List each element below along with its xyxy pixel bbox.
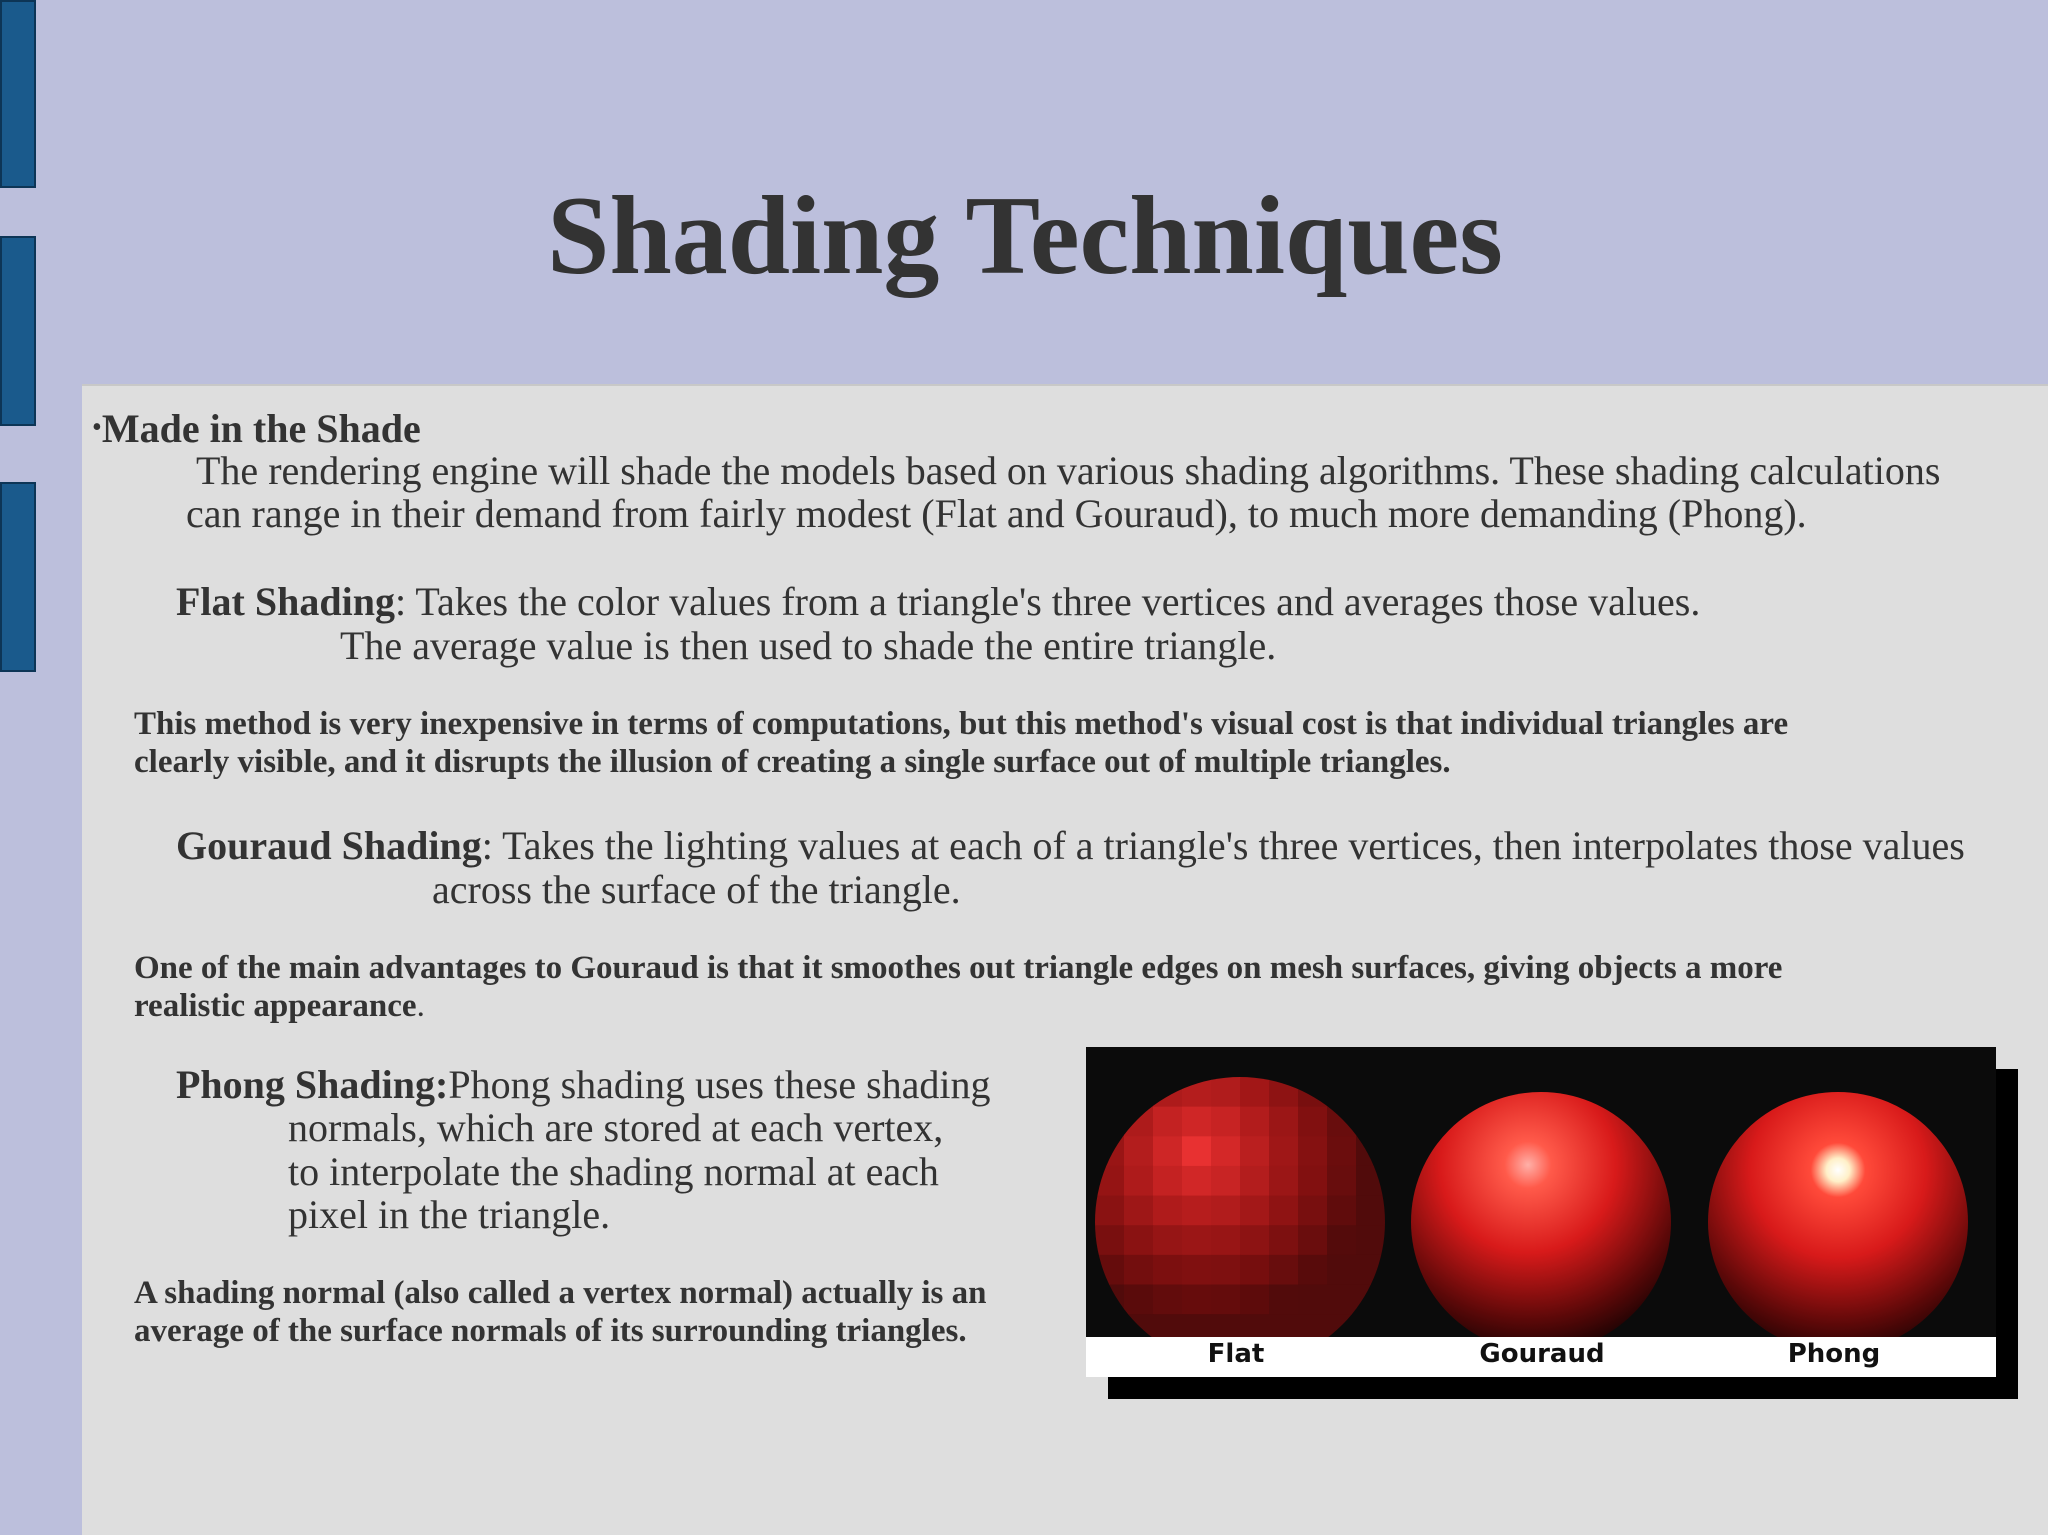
- flat-facet: [1327, 1077, 1357, 1107]
- flat-facet: [1153, 1136, 1183, 1166]
- flat-facet: [1182, 1285, 1212, 1315]
- flat-facet: [1269, 1196, 1299, 1226]
- flat-facet: [1124, 1136, 1154, 1166]
- flat-facet: [1240, 1285, 1270, 1315]
- side-tab-2: [0, 236, 36, 426]
- flat-facet: [1240, 1255, 1270, 1285]
- flat-facet: [1211, 1225, 1241, 1255]
- flat-facet: [1095, 1196, 1125, 1226]
- flat-facet: [1182, 1314, 1212, 1337]
- flat-facet: [1356, 1166, 1386, 1196]
- flat-facet: [1153, 1285, 1183, 1315]
- phong-line-3: to interpolate the shading normal at each: [288, 1149, 939, 1194]
- shading-comparison-figure: [1086, 1047, 2020, 1400]
- phong-line-1: [176, 1063, 991, 1107]
- label-gouraud: Gouraud: [1479, 1339, 1605, 1369]
- flat-facet: [1298, 1077, 1328, 1107]
- gouraud-line-1: [176, 824, 1965, 868]
- flat-facet: [1298, 1136, 1328, 1166]
- flat-facet: [1182, 1196, 1212, 1226]
- flat-facet: [1095, 1255, 1125, 1285]
- flat-facet: [1211, 1285, 1241, 1315]
- heading-text: Made in the Shade: [101, 406, 421, 451]
- flat-desc: : Takes the color values from a triangle's three vertices and averages those values.: [394, 579, 1701, 624]
- flat-facet: [1124, 1196, 1154, 1226]
- flat-facet: [1298, 1196, 1328, 1226]
- flat-facet: [1298, 1166, 1328, 1196]
- flat-facet: [1095, 1285, 1125, 1315]
- flat-facet: [1240, 1136, 1270, 1166]
- flat-facet: [1124, 1166, 1154, 1196]
- flat-facet: [1356, 1314, 1386, 1337]
- flat-facet: [1124, 1314, 1154, 1337]
- flat-facet: [1153, 1166, 1183, 1196]
- flat-facet: [1153, 1077, 1183, 1107]
- flat-facet: [1211, 1255, 1241, 1285]
- bullet: •: [92, 412, 102, 443]
- flat-facet: [1298, 1107, 1328, 1137]
- side-tab-3: [0, 482, 36, 672]
- flat-facet: [1211, 1314, 1241, 1337]
- flat-facet: [1095, 1077, 1125, 1107]
- phong-sphere: [1708, 1092, 1968, 1337]
- intro-line-1: The rendering engine will shade the models based on various shading algorithms. These shading calculations: [196, 448, 1941, 493]
- flat-facet: [1356, 1225, 1386, 1255]
- gouraud-sphere: [1411, 1092, 1671, 1337]
- flat-facet: [1240, 1225, 1270, 1255]
- flat-facet: [1182, 1166, 1212, 1196]
- flat-facet: [1095, 1314, 1125, 1337]
- flat-facet: [1298, 1314, 1328, 1337]
- flat-facet: [1327, 1285, 1357, 1315]
- phong-note-1: A shading normal (also called a vertex normal) actually is an: [134, 1275, 987, 1311]
- gouraud-note-2: [134, 987, 425, 1025]
- flat-facet: [1240, 1196, 1270, 1226]
- flat-facet: [1211, 1196, 1241, 1226]
- flat-facet: [1356, 1285, 1386, 1315]
- flat-facet: [1182, 1107, 1212, 1137]
- section-heading: [92, 406, 421, 451]
- phong-line-2: normals, which are stored at each vertex,: [288, 1105, 944, 1150]
- gouraud-term: Gouraud Shading: [176, 823, 482, 868]
- flat-facet: [1153, 1255, 1183, 1285]
- flat-facet: [1182, 1077, 1212, 1107]
- flat-facet: [1269, 1255, 1299, 1285]
- flat-facet: [1327, 1166, 1357, 1196]
- flat-facet: [1269, 1107, 1299, 1137]
- flat-facet: [1124, 1255, 1154, 1285]
- flat-facet: [1240, 1077, 1270, 1107]
- flat-facet: [1240, 1314, 1270, 1337]
- flat-facet: [1298, 1255, 1328, 1285]
- flat-facet: [1153, 1107, 1183, 1137]
- flat-facet: [1298, 1285, 1328, 1315]
- phong-note-2: average of the surface normals of its surrounding triangles.: [134, 1313, 967, 1349]
- flat-sphere: [1095, 1077, 1386, 1337]
- flat-facet: [1182, 1136, 1212, 1166]
- flat-facet: [1153, 1314, 1183, 1337]
- flat-facet: [1269, 1136, 1299, 1166]
- flat-facet: [1356, 1136, 1386, 1166]
- flat-facet: [1211, 1166, 1241, 1196]
- flat-facet: [1298, 1225, 1328, 1255]
- phong-term: Phong Shading:: [176, 1062, 449, 1107]
- label-flat: Flat: [1207, 1339, 1265, 1369]
- flat-facet: [1124, 1225, 1154, 1255]
- gouraud-note-2-text: realistic appearance: [134, 988, 417, 1024]
- flat-facet: [1153, 1196, 1183, 1226]
- flat-facet: [1269, 1225, 1299, 1255]
- flat-note-2: clearly visible, and it disrupts the illusion of creating a single surface out of multiple triangles.: [134, 744, 1451, 780]
- figure-image: [1086, 1047, 1996, 1377]
- flat-facet: [1124, 1077, 1154, 1107]
- slide-title: Shading Techniques: [547, 174, 1503, 298]
- flat-facet: [1327, 1225, 1357, 1255]
- flat-facet: [1124, 1285, 1154, 1315]
- flat-term: Flat Shading: [176, 579, 395, 624]
- flat-facet: [1124, 1107, 1154, 1137]
- flat-facet: [1095, 1166, 1125, 1196]
- label-phong: Phong: [1787, 1339, 1881, 1369]
- flat-facet: [1240, 1166, 1270, 1196]
- flat-facet: [1153, 1225, 1183, 1255]
- flat-facet: [1211, 1107, 1241, 1137]
- flat-facet: [1095, 1136, 1125, 1166]
- flat-line-1: [176, 580, 1700, 624]
- flat-facet: [1269, 1166, 1299, 1196]
- flat-facet: [1327, 1255, 1357, 1285]
- flat-facet: [1182, 1255, 1212, 1285]
- gouraud-line-2: across the surface of the triangle.: [432, 867, 961, 912]
- flat-facet: [1327, 1107, 1357, 1137]
- flat-facet: [1356, 1196, 1386, 1226]
- flat-facet: [1095, 1107, 1125, 1137]
- spheres-illustration: [1086, 1047, 1996, 1337]
- flat-facet: [1269, 1314, 1299, 1337]
- intro-line-2: can range in their demand from fairly modest (Flat and Gouraud), to much more demanding (Phong).: [186, 491, 1807, 536]
- flat-facet: [1356, 1077, 1386, 1107]
- side-tab-1: [0, 0, 36, 188]
- flat-line-2: The average value is then used to shade the entire triangle.: [340, 623, 1277, 668]
- flat-facet: [1211, 1136, 1241, 1166]
- gouraud-desc: : Takes the lighting values at each of a triangle's three vertices, then interpolates those values: [481, 823, 1965, 868]
- flat-facet: [1356, 1107, 1386, 1137]
- flat-facet: [1269, 1285, 1299, 1315]
- flat-facet: [1327, 1196, 1357, 1226]
- gouraud-note-1: One of the main advantages to Gouraud is that it smoothes out triangle edges on mesh surfaces, giving objects a more: [134, 950, 1783, 986]
- flat-facet: [1269, 1077, 1299, 1107]
- phong-line-4: pixel in the triangle.: [288, 1192, 611, 1237]
- flat-facet: [1182, 1225, 1212, 1255]
- flat-facet: [1356, 1255, 1386, 1285]
- flat-facet: [1095, 1225, 1125, 1255]
- flat-note-1: This method is very inexpensive in terms of computations, but this method's visual cost is that individual triangles are: [134, 706, 1789, 742]
- flat-facet: [1240, 1107, 1270, 1137]
- flat-facet: [1327, 1136, 1357, 1166]
- phong-desc: Phong shading uses these shading: [448, 1062, 991, 1107]
- gouraud-note-period: .: [416, 988, 425, 1024]
- flat-facet: [1327, 1314, 1357, 1337]
- flat-facet: [1211, 1077, 1241, 1107]
